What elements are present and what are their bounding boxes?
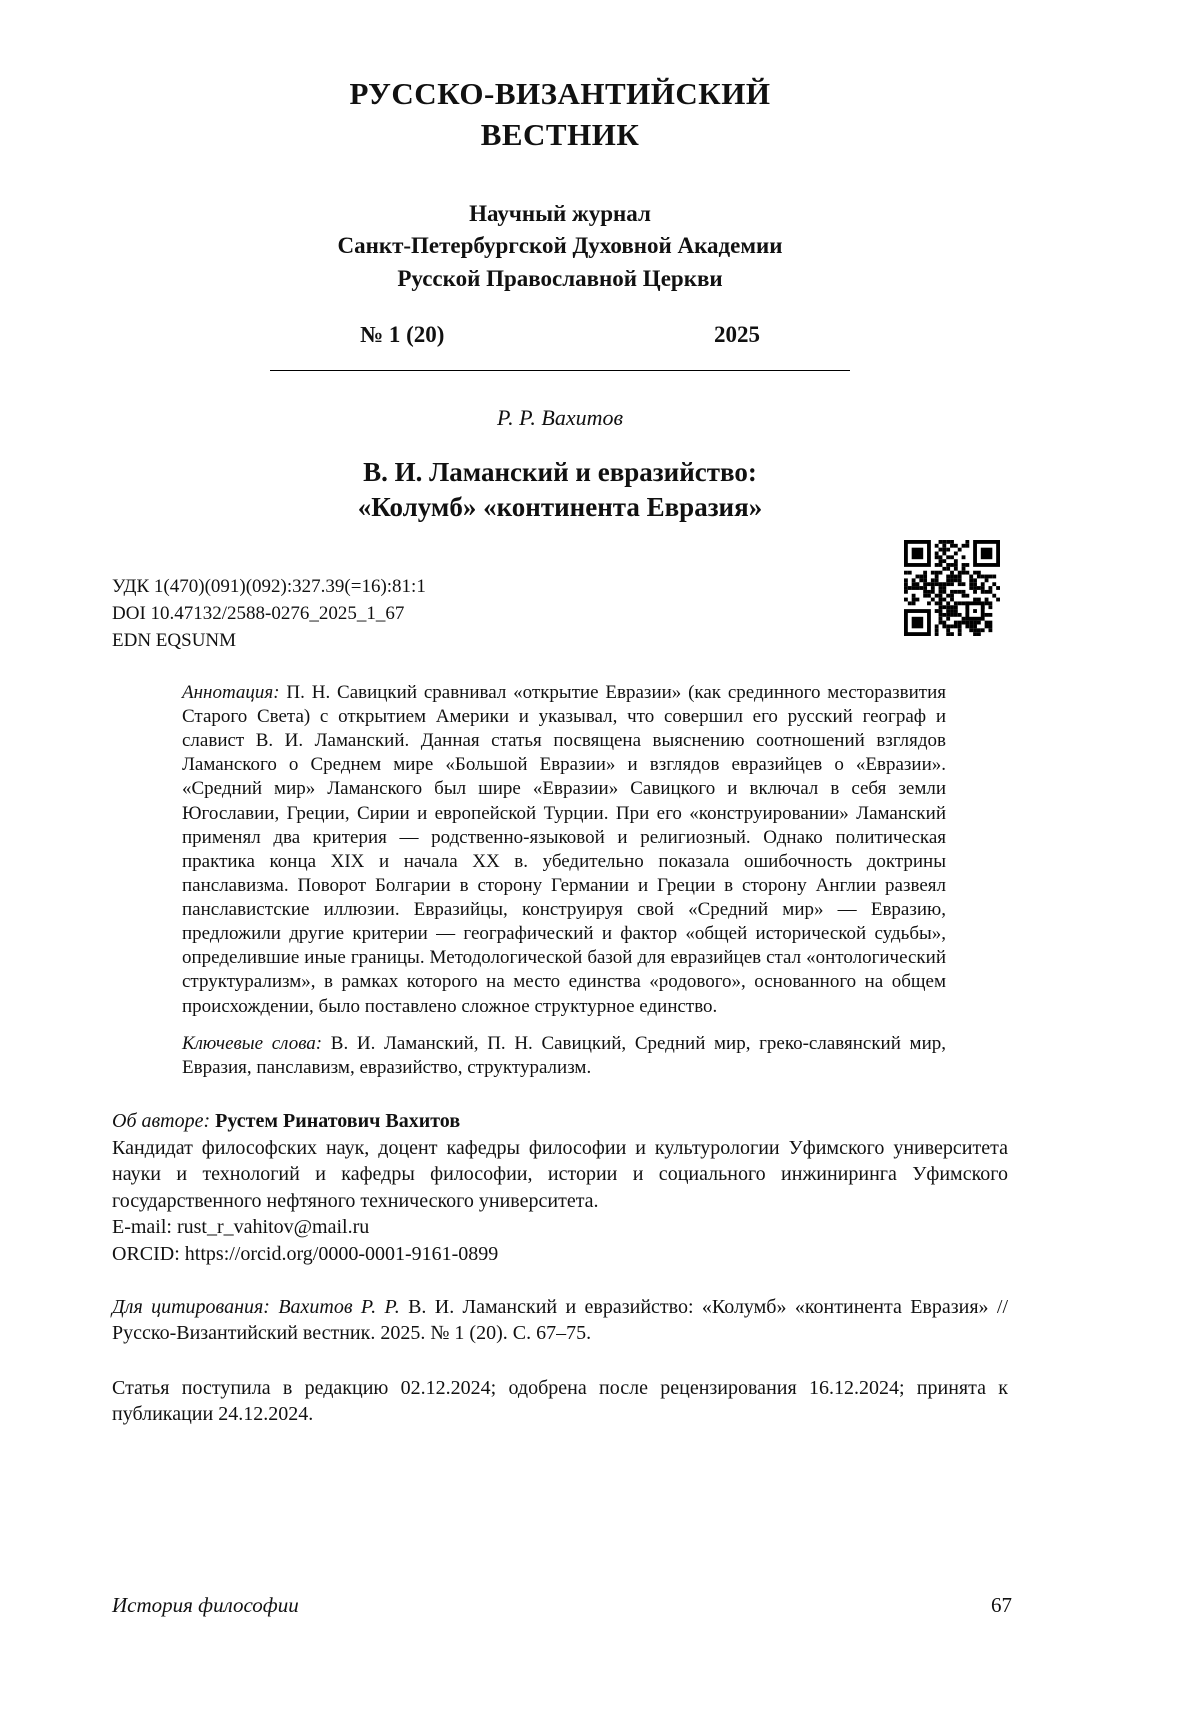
citation-label: Для цитирования:: [112, 1295, 270, 1318]
article-title-line1: В. И. Ламанский и евразийство:: [363, 456, 757, 487]
abstract-label: Аннотация:: [182, 681, 280, 703]
page-footer: [112, 1593, 1012, 1618]
email-link[interactable]: rust_r_vahitov@mail.ru: [176, 1216, 370, 1239]
keywords-label: Ключевые слова:: [182, 1032, 323, 1054]
udk: УДК 1(470)(091)(092):327.39(=16):81:1: [112, 576, 426, 598]
email-line: [112, 1214, 1008, 1241]
journal-title-line1: РУССКО-ВИЗАНТИЙСКИЙ: [349, 76, 771, 111]
journal-title-line2: ВЕСТНИК: [480, 116, 640, 152]
journal-subtitle: [112, 198, 1008, 296]
footer-section: История философии: [112, 1593, 299, 1617]
received-dates: Статья поступила в редакцию 02.12.2024; одобрена после рецензирования 16.12.2024; принята к публикации 24.12.2024.: [112, 1376, 1008, 1426]
orcid-link[interactable]: https://orcid.org/0000-0001-9161-0899: [184, 1242, 499, 1265]
citation-author: Вахитов Р. Р.: [278, 1295, 400, 1318]
article-title-line2: «Колумб» «континента Евразия»: [357, 492, 763, 523]
orcid-line: [112, 1241, 1008, 1268]
abstract-text: П. Н. Савицкий сравнивал «открытие Евразии» (как срединного месторазвития Старого Света) с открытием Америки и указывал, что совершил его русский географ и славист В. И. Ламанский. Данная статья посвящена выяснению соотношений взглядов Ламанского о Среднем мире «Большой Евразии» и взглядов евразийцев о «Евразии». «Средний мир» Ламанского был шире «Евразии» Савицкого и включал в себя земли Югославии, Греции, Сирии и европейской Турции. При его «конструировании» Ламанский применял два критерия — родственно-языковой и религиозный. Однако политическая практика конца XIX и начала XX в. убедительно показала ошибочность доктрины панславизма. Поворот Болгарии в сторону Германии и Греции в сторону Англии развеял панславистские иллюзии. Евразийцы, конструируя свой «Средний мир» — Евразию, предложили другие критерии — географический и фактор «общей исторической судьбы», определившие иные границы. Методологической базой для евразийцев стал «онтологический структурализм», в рамках которого на место единства «родового», основанного на общем происхождении, было поставлено сложное структурное единство.: [182, 681, 947, 1017]
issue-year: 2025: [714, 321, 760, 347]
keywords-text: В. И. Ламанский, П. Н. Савицкий, Средний мир, греко-славянский мир, Евразия, панславизм, евразийство, структурализм.: [182, 1032, 946, 1078]
about-author-name: Рустем Ринатович Вахитов: [215, 1109, 461, 1132]
abstract: [182, 681, 946, 1019]
journal-header: [112, 74, 1008, 371]
journal-title: [112, 74, 1008, 156]
qr-code: [904, 540, 1000, 636]
about-author-label: Об авторе:: [112, 1109, 211, 1132]
keywords: [182, 1032, 946, 1080]
article-author: Р. Р. Вахитов: [496, 404, 624, 430]
article-title: [112, 455, 1008, 526]
issue-number: № 1 (20): [360, 321, 445, 347]
article-meta: [112, 540, 1008, 655]
journal-subtitle-line2: Санкт-Петербургской Духовной Академии: [337, 233, 783, 259]
journal-subtitle-line1: Научный журнал: [469, 200, 651, 226]
issue-line: [360, 322, 760, 348]
article-identifiers: [112, 574, 426, 655]
journal-subtitle-line3: Русской Православной Церкви: [397, 266, 723, 292]
orcid-label: ORCID:: [112, 1242, 180, 1265]
divider: [270, 362, 850, 371]
doi: DOI 10.47132/2588-0276_2025_1_67: [112, 603, 405, 624]
page-number: 67: [991, 1593, 1012, 1617]
citation: [112, 1294, 1008, 1347]
email-label: E-mail:: [112, 1216, 172, 1239]
about-author: [112, 1108, 1008, 1268]
about-author-heading: [112, 1108, 1008, 1135]
citation-text: В. И. Ламанский и евразийство: «Колумб» «континента Евразия» // Русско-Византийский вестник. 2025. № 1 (20). С. 67–75.: [112, 1295, 1009, 1345]
about-author-bio: Кандидат философских наук, доцент кафедры философии и культурологии Уфимского университета науки и технологий и кафедры философии, истории и социального инжиниринга Уфимского государственного нефтяного технического университета.: [112, 1136, 1008, 1212]
edn: EDN EQSUNM: [112, 629, 237, 651]
